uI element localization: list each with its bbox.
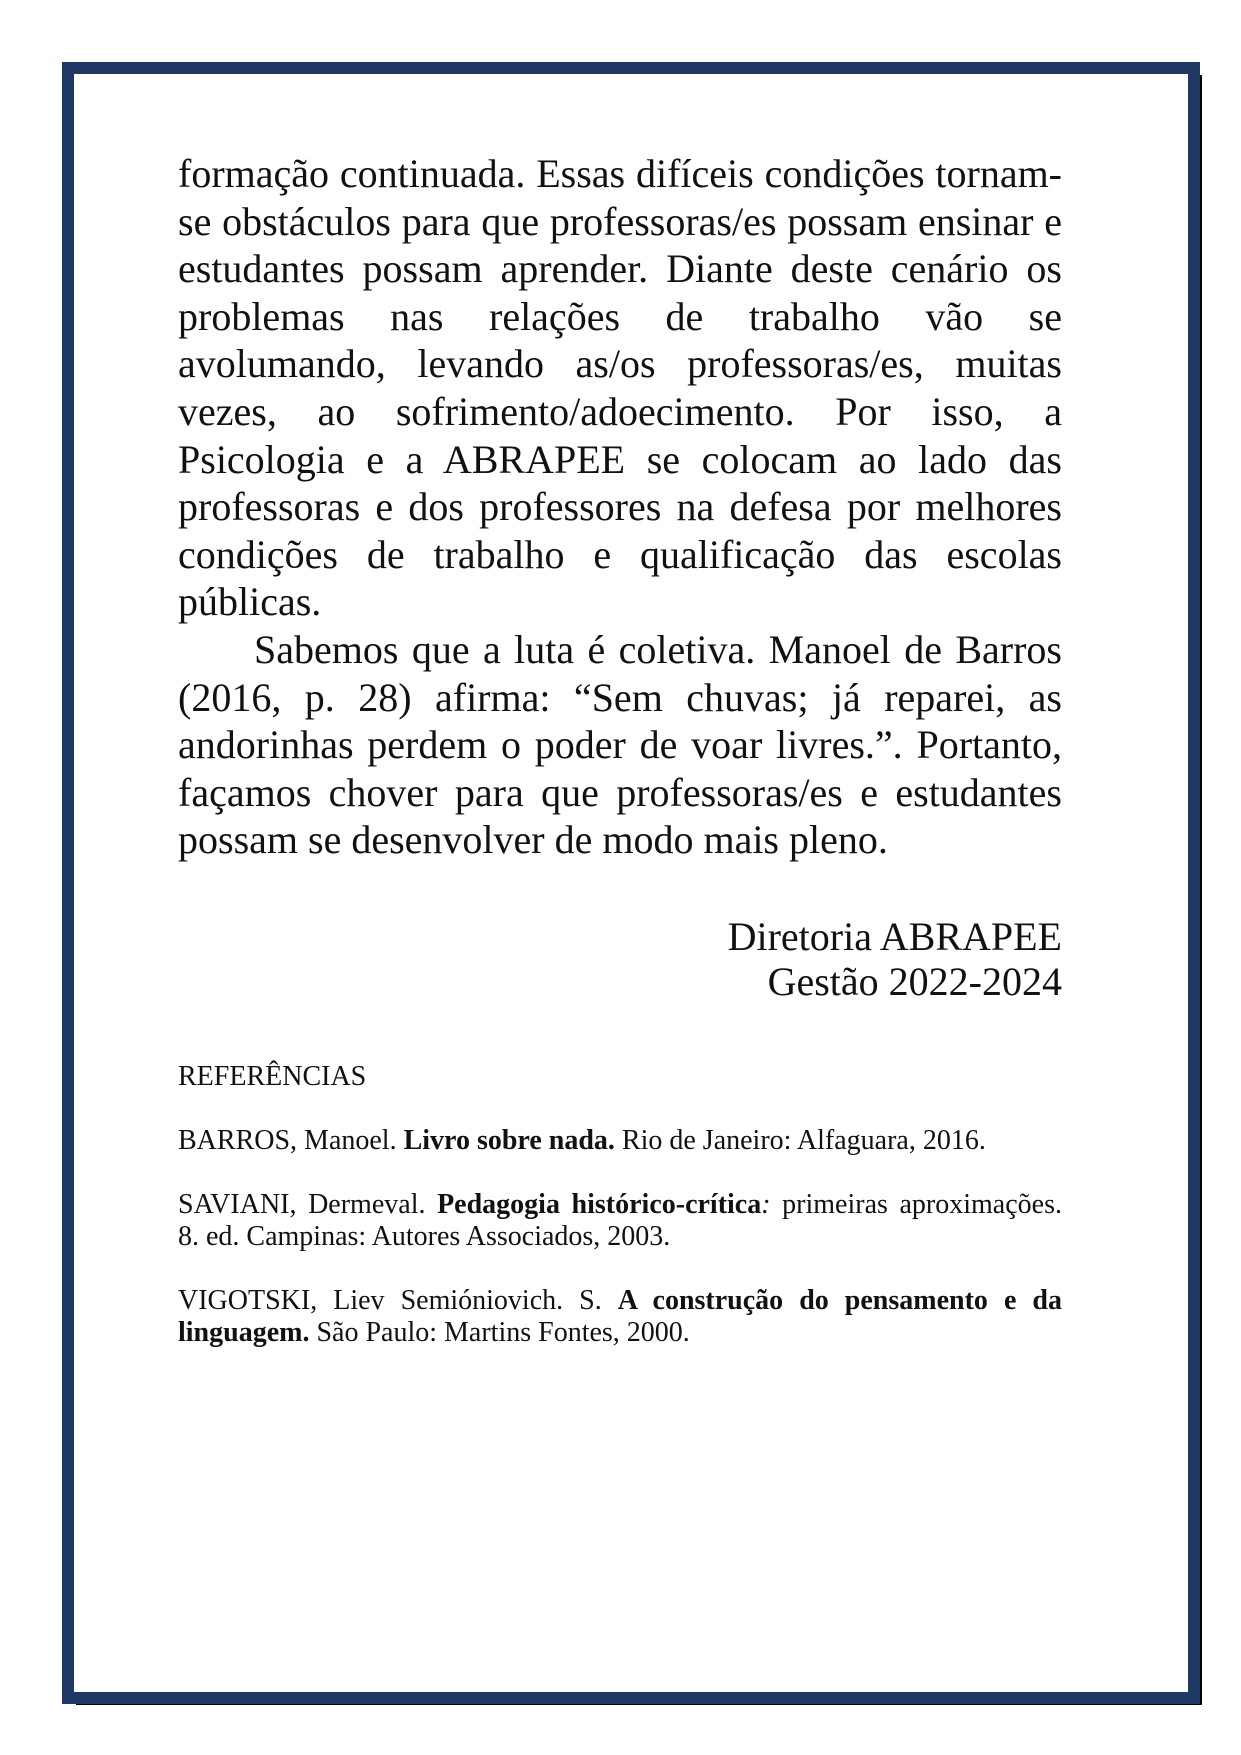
document-content xyxy=(178,150,1062,1349)
reference-author: VIGOTSKI, Liev Semióniovich. S. xyxy=(178,1284,618,1316)
reference-author: BARROS, Manoel. xyxy=(178,1124,404,1156)
reference-item xyxy=(178,1285,1062,1349)
reference-publication: Rio de Janeiro: Alfaguara, 2016. xyxy=(614,1124,986,1156)
signature-block xyxy=(178,914,1062,1004)
references-heading: REFERÊNCIAS xyxy=(178,1060,367,1092)
reference-item xyxy=(178,1125,1062,1157)
reference-publication: São Paulo: Martins Fontes, 2000. xyxy=(309,1316,690,1348)
signature-line-term: Gestão 2022-2024 xyxy=(767,958,1062,1004)
reference-publication: primeiras aproximações. 8. ed. Campinas: Autores Associados, 2003. xyxy=(178,1188,1062,1252)
reference-author: SAVIANI, Dermeval. xyxy=(178,1188,438,1220)
body-paragraph-1: formação continuada. Essas difíceis condições tornam-se obstáculos para que professoras/es possam ensinar e estudantes possam aprender. Diante deste cenário os problemas nas relações de trabalho vão se avolumando, levando as/os professoras/es, muitas vezes, ao sofrimento/adoecimento. Por isso, a Psicologia e a ABRAPEE se colocam ao lado das professoras e dos professores na defesa por melhores condições de trabalho e qualificação das escolas públicas. xyxy=(178,151,1062,625)
reference-title: A construção do pensamento e da linguagem. xyxy=(178,1284,1063,1348)
reference-title: Livro sobre nada. xyxy=(403,1124,615,1156)
reference-item xyxy=(178,1189,1062,1253)
body-paragraph-2: Sabemos que a luta é coletiva. Manoel de Barros (2016, p. 28) afirma: “Sem chuvas; já reparei, as andorinhas perdem o poder de voar livres.”. Portanto, façamos chover para que professoras/es e estudantes possam se desenvolver de modo mais pleno. xyxy=(178,626,1062,863)
signature-line-organization: Diretoria ABRAPEE xyxy=(727,913,1062,959)
reference-title: Pedagogia histórico-crítica xyxy=(437,1188,762,1220)
reference-title-suffix: : xyxy=(761,1188,771,1220)
